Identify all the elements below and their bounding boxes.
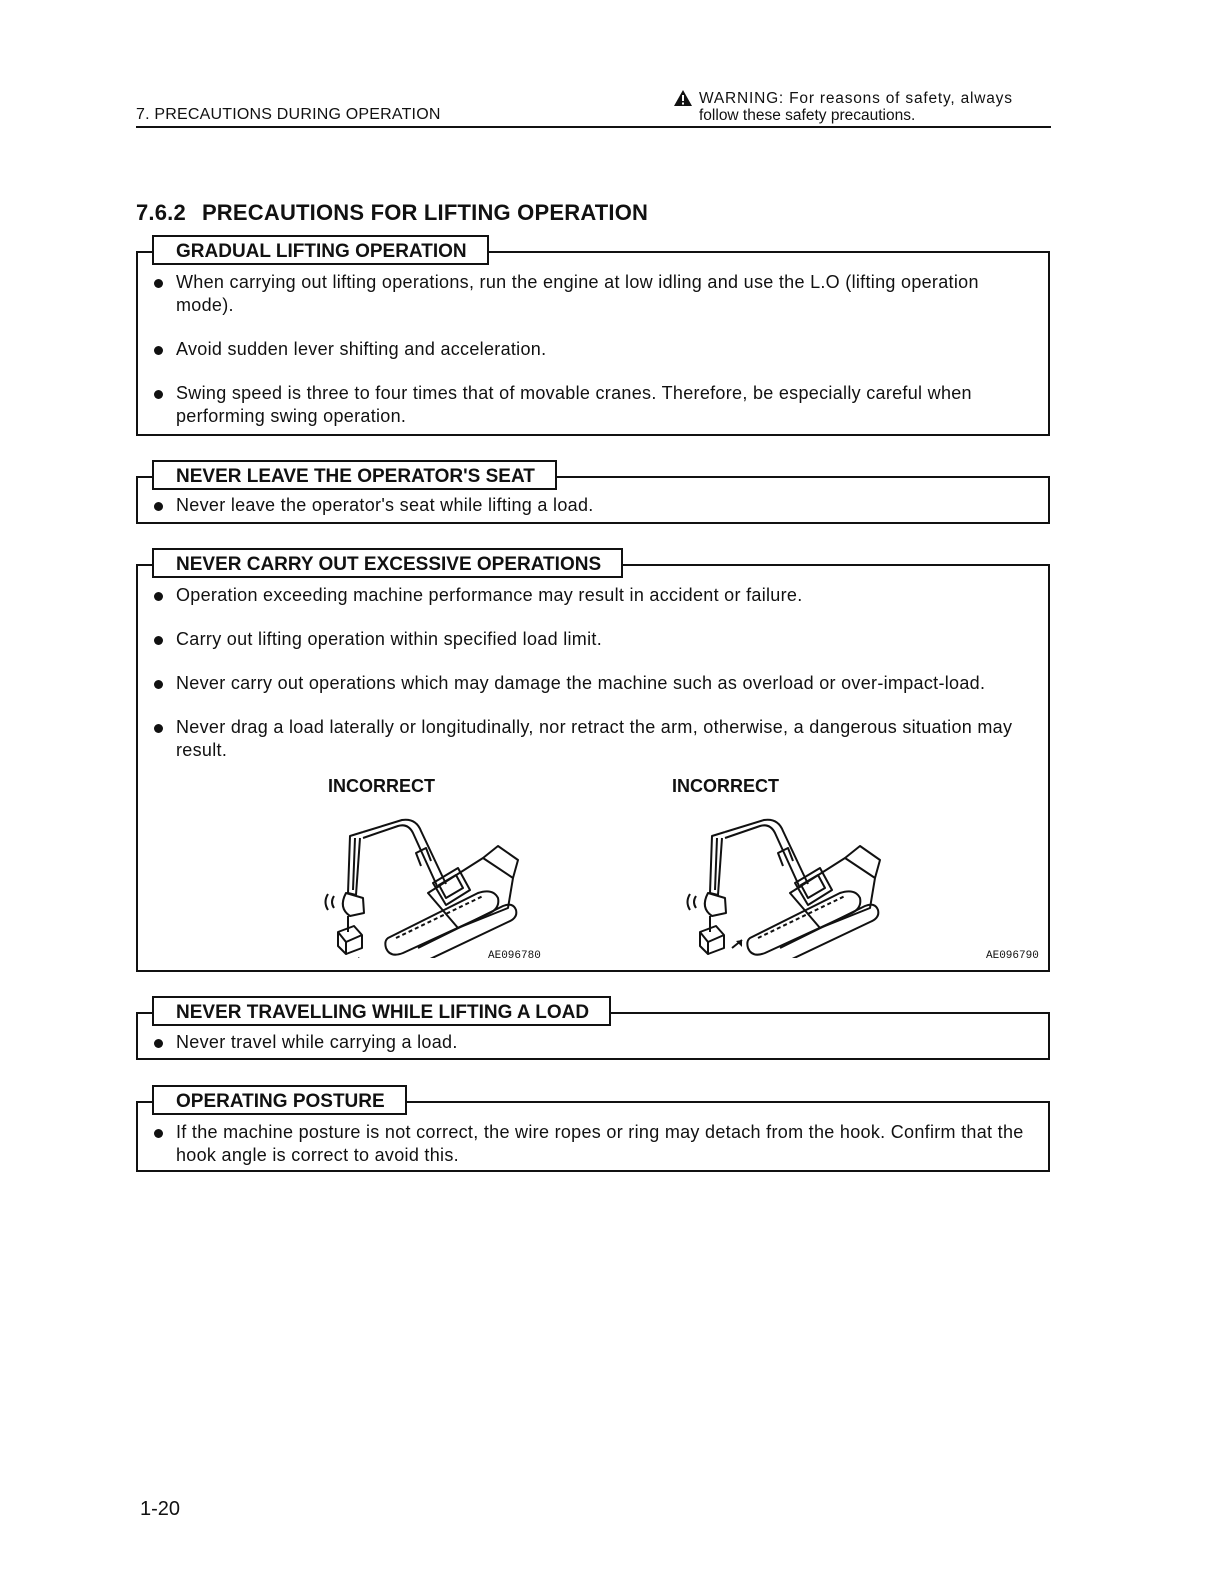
list-item: Operation exceeding machine performance may result in accident or failure. [152, 584, 1034, 607]
excavator-retract-illustration [670, 798, 970, 958]
box-never-excessive [136, 554, 1050, 972]
list-item: Swing speed is three to four times that of movable cranes. Therefore, be especially careful when performing swing operation. [152, 382, 1034, 428]
list-item: When carrying out lifting operations, run the engine at low idling and use the L.O (lifting operation mode). [152, 271, 1034, 317]
list-item: Never travel while carrying a load. [152, 1031, 1034, 1054]
list-item: Never carry out operations which may damage the machine such as overload or over-impact-load. [152, 672, 1034, 695]
list-item: Never drag a load laterally or longitudinally, nor retract the arm, otherwise, a dangerous situation may result. [152, 716, 1034, 762]
box-heading: GRADUAL LIFTING OPERATION [152, 235, 489, 265]
figure-code: AE096780 [488, 950, 541, 962]
header-warning [673, 89, 1051, 124]
section-number: 7.6.2 [136, 200, 186, 225]
box-never-leave-seat [136, 466, 1050, 524]
figure-code: AE096790 [986, 950, 1039, 962]
box-heading: NEVER TRAVELLING WHILE LIFTING A LOAD [152, 996, 611, 1026]
box-operating-posture [136, 1091, 1050, 1172]
box-heading: OPERATING POSTURE [152, 1085, 407, 1115]
warning-line-1: WARNING: For reasons of safety, always [699, 89, 1013, 107]
header-section-label: 7. PRECAUTIONS DURING OPERATION [136, 106, 441, 123]
box-heading: NEVER CARRY OUT EXCESSIVE OPERATIONS [152, 548, 623, 578]
section-title-text: PRECAUTIONS FOR LIFTING OPERATION [201, 200, 649, 225]
box-gradual-lifting [136, 241, 1050, 436]
warning-triangle-icon [673, 89, 693, 107]
figure-incorrect-1 [308, 776, 608, 966]
excavator-drag-illustration [308, 798, 608, 958]
list-item: Never leave the operator's seat while lifting a load. [152, 494, 1034, 517]
warning-line-2: follow these safety precautions. [699, 107, 916, 124]
list-item: Avoid sudden lever shifting and acceleration. [152, 338, 1034, 361]
figure-caption: INCORRECT [672, 776, 779, 796]
section-title [136, 200, 648, 226]
page-header [136, 88, 1051, 128]
figure-incorrect-2 [670, 776, 1039, 966]
box-never-travel [136, 1002, 1050, 1060]
list-item: If the machine posture is not correct, the wire ropes or ring may detach from the hook. Confirm that the hook angle is correct to avoid this. [152, 1121, 1034, 1167]
box-heading: NEVER LEAVE THE OPERATOR'S SEAT [152, 460, 557, 490]
page-number: 1-20 [140, 1498, 181, 1520]
figures [138, 776, 1048, 966]
list-item: Carry out lifting operation within specified load limit. [152, 628, 1034, 651]
figure-caption: INCORRECT [328, 776, 435, 796]
